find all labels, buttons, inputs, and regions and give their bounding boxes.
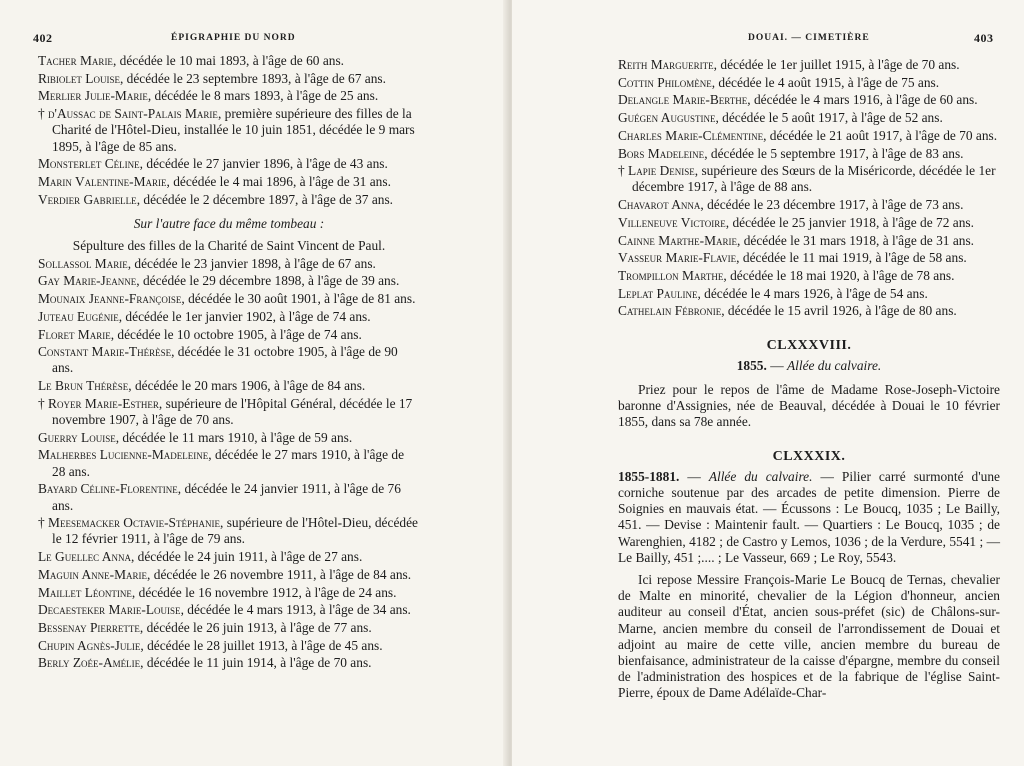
entry-name: Villeneuve Victoire <box>618 214 726 230</box>
chapter-189-place: Allée du calvaire. <box>708 468 813 484</box>
entry <box>38 620 420 636</box>
entry <box>38 396 420 428</box>
entry-text: , décédée le 27 janvier 1896, à l'âge de 43 ans. <box>139 156 388 172</box>
entry-text: , supérieure des Sœurs de la Miséricorde, décédée le 1er décembre 1917, à l'âge de 88 ans. <box>632 163 996 195</box>
entry-name: Malherbes Lucienne-Madeleine <box>38 447 209 463</box>
chapter-189-number: CLXXXIX. <box>772 448 846 464</box>
entry-name: Juteau Eugénie <box>38 308 119 324</box>
entry-name: d'Aussac de Saint-Palais Marie <box>48 106 218 122</box>
entry <box>618 92 1000 108</box>
entry-text: , décédée le 23 septembre 1893, à l'âge de 67 ans. <box>119 70 386 86</box>
entry-name: Verdier Gabrielle <box>38 191 137 207</box>
entry <box>618 146 1000 162</box>
entry <box>38 291 420 307</box>
entry-text: , décédée le 11 juin 1914, à l'âge de 70 ans. <box>140 655 372 671</box>
entry-text: , décédée le 4 mars 1916, à l'âge de 60 ans. <box>747 92 978 108</box>
left-body <box>38 53 420 673</box>
entry <box>618 110 1000 126</box>
left-page-number: 402 <box>33 31 53 45</box>
entry <box>38 549 420 565</box>
right-page-number: 403 <box>974 31 994 45</box>
entry <box>38 344 420 376</box>
entry-name: Marin Valentine-Marie <box>38 173 167 189</box>
entry <box>38 53 420 69</box>
entry-name: Decaesteker Marie-Louise <box>38 602 181 618</box>
entry-name: Bayard Céline-Florentine <box>38 481 178 497</box>
entry <box>618 286 1000 302</box>
entry <box>38 655 420 671</box>
entry-text: , décédée le 11 mars 1910, à l'âge de 59 ans. <box>115 429 353 445</box>
entry-name: Monsterlet Céline <box>38 156 140 172</box>
entry-text: , décédée le 10 octobre 1905, à l'âge de 74 ans. <box>110 326 362 342</box>
entry <box>38 88 420 104</box>
entry-text: , décédée le 2 décembre 1897, à l'âge de 37 ans. <box>136 191 394 207</box>
entry <box>38 174 420 190</box>
entry-text: , décédée le 23 janvier 1898, à l'âge de 67 ans. <box>127 255 376 271</box>
entry-text: , décédée le 24 janvier 1911, à l'âge de 76 ans. <box>52 481 401 513</box>
entry <box>38 481 420 513</box>
entry-text: , décédée le 26 novembre 1911, à l'âge de 84 ans. <box>147 566 412 582</box>
entry-name: Trompillon Marthe <box>618 267 724 283</box>
sepulture-line: Sépulture des filles de la Charité de Saint Vincent de Paul. <box>72 238 386 254</box>
entry <box>618 128 1000 144</box>
entry-name: Guerry Louise <box>38 429 116 445</box>
entry-name: Bors Madeleine <box>618 145 705 161</box>
entry-name: Tacher Marie <box>38 53 113 68</box>
entry-name: Vasseur Marie-Flavie <box>618 250 737 266</box>
entry-text: , supérieure de l'Hôpital Général, décédée le 17 novembre 1907, à l'âge de 70 ans. <box>52 395 413 428</box>
right-running-head: DOUAI. — CIMETIÈRE <box>748 33 870 43</box>
entry-text: , décédée le 30 août 1901, à l'âge de 81 ans. <box>181 291 416 307</box>
left-page <box>0 0 508 766</box>
chapter-188-year: 1855. <box>736 357 767 373</box>
entry-name: Ribiolet Louise <box>38 70 120 86</box>
entry <box>38 71 420 87</box>
entry-name: Reith Marguerite <box>618 57 714 72</box>
entry-name: Le Guellec Anna <box>38 549 131 565</box>
entry <box>38 273 420 289</box>
entry <box>618 75 1000 91</box>
entry <box>38 638 420 654</box>
entry-text: , décédée le 8 mars 1893, à l'âge de 25 ans. <box>147 88 379 104</box>
entry <box>38 515 420 547</box>
entry-name: Berly Zoée-Amélie <box>38 655 141 671</box>
entry-text: , décédée le 10 mai 1893, à l'âge de 60 ans. <box>112 53 345 68</box>
entry-name: Maillet Léontine <box>38 584 132 600</box>
entry-name: Leplat Pauline <box>618 285 698 301</box>
entry-text: , décédée le 31 mars 1918, à l'âge de 31 ans. <box>737 232 975 248</box>
entry-name: Floret Marie <box>38 326 111 342</box>
entry-text: , décédée le 15 avril 1926, à l'âge de 80 ans. <box>721 303 957 319</box>
entry <box>618 215 1000 231</box>
entry-name: Lapie Denise <box>628 163 695 179</box>
entry-text: , décédée le 31 octobre 1905, à l'âge de 90 ans. <box>52 344 398 376</box>
entry-text: , décédée le 29 décembre 1898, à l'âge de 39 ans. <box>136 273 400 289</box>
entry <box>38 430 420 446</box>
entry-name: Cottin Philomène <box>618 74 712 90</box>
entry-text: , première supérieure des filles de la Charité de l'Hôtel-Dieu, installée le 10 juin 1851, décédée le 9 mars 1895, à l'âge de 85 ans. <box>52 106 415 154</box>
entry-text: , décédée le 28 juillet 1913, à l'âge de 45 ans. <box>140 637 383 653</box>
entry <box>38 327 420 343</box>
entry-text: , décédée le 4 mars 1926, à l'âge de 54 ans. <box>697 285 928 301</box>
left-running-head: ÉPIGRAPHIE DU NORD <box>171 33 296 43</box>
entry <box>38 256 420 272</box>
entry-name: Delangle Marie-Berthe <box>618 92 748 108</box>
entry-name: Meesemacker Octavie-Stéphanie <box>48 515 220 531</box>
entry <box>618 233 1000 249</box>
entry-text: , décédée le 20 mars 1906, à l'âge de 84 ans. <box>128 378 366 394</box>
entry <box>618 303 1000 319</box>
entry <box>38 447 420 479</box>
entry <box>618 197 1000 213</box>
entry-text: , décédée le 4 mars 1913, à l'âge de 34 ans. <box>180 602 411 618</box>
chapter-188-subtitle: 1855. — Allée du calvaire. <box>736 357 882 373</box>
entry-name: Guégen Augustine <box>618 110 716 126</box>
left-entries-a <box>38 53 420 208</box>
entry-text: , décédée le 1er juillet 1915, à l'âge de 70 ans. <box>713 57 960 72</box>
entry <box>38 309 420 325</box>
entry <box>38 602 420 618</box>
chapter-188-place: Allée du calvaire. <box>786 357 882 373</box>
entry-text: , décédée le 11 mai 1919, à l'âge de 58 ans. <box>736 250 967 266</box>
entry <box>38 585 420 601</box>
entry <box>38 106 420 155</box>
entry-text: , décédée le 5 août 1917, à l'âge de 52 ans. <box>715 110 943 126</box>
entry-text: , supérieure de l'Hôtel-Dieu, décédée le 12 février 1911, à l'âge de 79 ans. <box>52 515 418 547</box>
entry-name: Chavarot Anna <box>618 197 701 213</box>
left-entries-b <box>38 256 420 672</box>
entry-name: Maguin Anne-Marie <box>38 566 148 582</box>
entry-name: Cathelain Fébronie <box>618 303 722 319</box>
entry-text: , décédée le 23 décembre 1917, à l'âge de 73 ans. <box>700 197 964 213</box>
entry-name: Bessenay Pierrette <box>38 620 140 635</box>
entry-name: Sollassol Marie <box>38 255 128 271</box>
entry <box>38 156 420 172</box>
right-page <box>512 0 1024 766</box>
chapter-189-text: Ici repose Messire François-Marie Le Boucq de Ternas, chevalier de Malte en minorité, chevalier de la Légion d'honneur, ancien auditeur au conseil d'État, ancien sous-préfet (sic) de Châlons-sur-Marne, ancien membre du conseil de l'arrondissement de Douai et adjoint au maire de cette ville, ancien membre du bureau de bienfaisance, administrateur de la caisse d'épargne, membre du conseil de l'administration des hospices et de la fabrique de l'église Saint-Pierre, époux de Dame Adélaïde-Char- <box>618 571 1000 701</box>
entry-text: , décédée le 25 janvier 1918, à l'âge de 72 ans. <box>725 214 974 230</box>
entry-text: , décédée le 21 août 1917, à l'âge de 70 ans. <box>763 127 998 143</box>
entry-name: Charles Marie-Clémentine <box>618 127 764 143</box>
entry-text: , décédée le 5 septembre 1917, à l'âge de 83 ans. <box>704 145 964 161</box>
entry <box>38 567 420 583</box>
entry-name: Royer Marie-Esther <box>48 395 159 411</box>
subheading: Sur l'autre face du même tombeau : <box>133 215 325 231</box>
entry <box>618 250 1000 266</box>
entry-name: Mounaix Jeanne-Françoise <box>38 291 182 307</box>
chapter-188-text: Priez pour le repos de l'âme de Madame Rose-Joseph-Victoire baronne d'Assignies, née de Beauval, décédée à Douai le 10 février 1855, dans sa 78e année. <box>618 381 1000 430</box>
entry-text: , décédée le 1er janvier 1902, à l'âge de 74 ans. <box>118 308 371 324</box>
entry-text: , décédée le 26 juin 1913, à l'âge de 77 ans. <box>139 620 372 635</box>
entry <box>618 268 1000 284</box>
entry-text: , décédée le 4 août 1915, à l'âge de 75 ans. <box>711 74 940 90</box>
chapter-188-number: CLXXXVIII. <box>766 337 852 353</box>
entry-name: Gay Marie-Jeanne <box>38 273 137 289</box>
entry <box>38 378 420 394</box>
right-entries <box>618 57 1000 320</box>
entry <box>38 192 420 208</box>
entry-name: Cainne Marthe-Marie <box>618 232 737 248</box>
entry-name: Chupin Agnès-Julie <box>38 637 141 653</box>
entry <box>618 163 1000 195</box>
entry-name: Constant Marie-Thérèse <box>38 344 172 360</box>
entry-text: , décédée le 27 mars 1910, à l'âge de 28 ans. <box>52 447 405 479</box>
entry <box>618 57 1000 73</box>
entry-text: , décédée le 4 mai 1896, à l'âge de 31 ans. <box>166 173 391 189</box>
entry-text: , décédée le 18 mai 1920, à l'âge de 78 ans. <box>723 267 955 283</box>
right-body <box>618 57 1000 706</box>
entry-text: , décédée le 24 juin 1911, à l'âge de 27 ans. <box>130 549 363 565</box>
chapter-189-description: — Pilier carré surmonté d'une corniche soutenue par des arcades de petite dimension. Pierre de Soignies en mauvais état. — Écussons : Le Boucq, 1035 ; Le Bailly, 451. — Devise : Maintenir fault. — Quartiers : Le Boucq, 1035 ; de Warenghien, 4182 ; de Castro y Lemos, 1036 ; de la Verdure, 5541 ; — Le Bailly, 451 ;.... ; Le Vasseur, 669 ; Le Roy, 5543. <box>618 468 1000 565</box>
chapter-189-description-block: 1855-1881. — Allée du calvaire. — Pilier carré surmonté d'une corniche soutenue par des arcades de petite dimension. Pierre de Soignies en mauvais état. — Écussons : Le Boucq, 1035 ; Le Bailly, 451. — Devise : Maintenir fault. — Quartiers : Le Boucq, 1035 ; de Warenghien, 4182 ; de Castro y Lemos, 1036 ; de la Verdure, 5541 ; — Le Bailly, 451 ;.... ; Le Vasseur, 669 ; Le Roy, 5543. <box>618 468 1000 565</box>
chapter-189-year: 1855-1881. <box>618 468 680 484</box>
entry-name: Merlier Julie-Marie <box>38 88 148 104</box>
entry-text: , décédée le 16 novembre 1912, à l'âge de 24 ans. <box>131 584 397 600</box>
entry-name: Le Brun Thérèse <box>38 378 129 394</box>
